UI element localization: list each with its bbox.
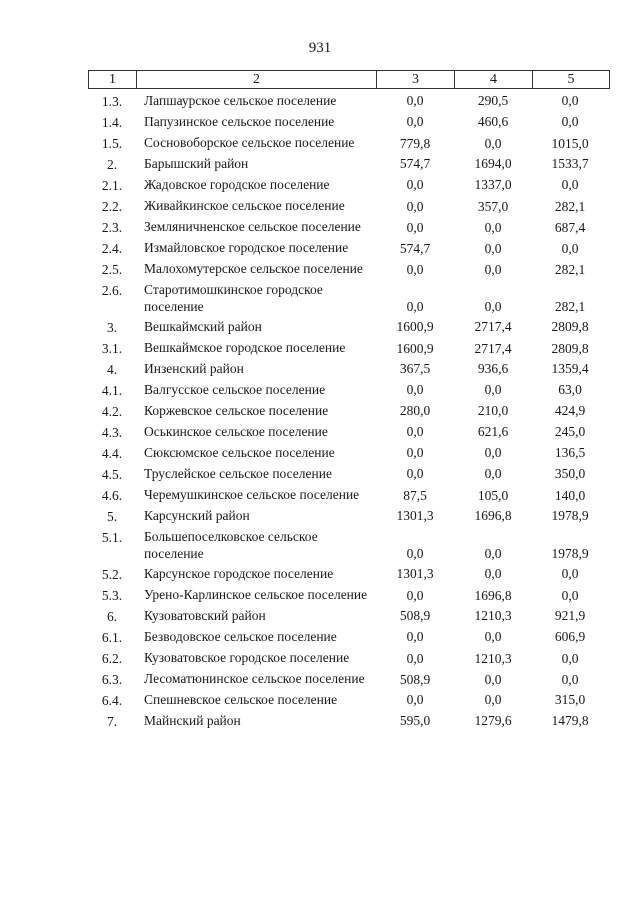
table-row [88,260,610,278]
table-row [88,649,610,667]
value-col-3: 508,9 [399,608,431,623]
value-col-4: 936,6 [477,361,509,376]
value-col-5: 1359,4 [551,361,589,376]
value-col-5: 315,0 [554,692,586,707]
table-row [88,528,610,562]
table-row [88,691,610,709]
table-row [88,565,610,583]
row-name: Спешневское сельское поселение [144,692,338,707]
row-number: 3.1. [101,341,123,356]
value-col-5: 1533,7 [551,156,589,171]
value-col-3: 0,0 [406,445,424,460]
value-col-5: 0,0 [561,241,579,256]
value-col-4: 0,0 [484,629,502,644]
value-col-4: 0,0 [484,220,502,235]
value-col-3: 1301,3 [396,566,434,581]
value-col-4: 1696,8 [474,588,512,603]
table-row [88,628,610,646]
value-col-5: 424,9 [554,403,586,418]
value-col-3: 0,0 [406,588,424,603]
value-col-4: 0,0 [484,445,502,460]
row-name: Черемушкинское сельское поселение [144,487,360,502]
value-col-3: 87,5 [403,488,427,503]
value-col-5: 606,9 [554,629,586,644]
table-row [88,444,610,462]
row-name: Папузинское сельское поселение [144,114,335,129]
row-number: 2.6. [101,283,123,298]
row-number: 1.5. [101,136,123,151]
row-number: 1.3. [101,94,123,109]
row-number: 2.2. [101,199,123,214]
value-col-3: 0,0 [406,262,424,277]
value-col-5: 282,1 [554,199,586,214]
row-number: 4.4. [101,446,123,461]
value-col-5: 136,5 [554,445,586,460]
value-col-3: 595,0 [399,713,431,728]
row-name: Лесоматюнинское сельское поселение [144,671,365,686]
value-col-4: 210,0 [477,403,509,418]
table-row [88,712,610,730]
table-row [88,360,610,378]
row-name: Жадовское городское поселение [144,177,330,192]
value-col-5: 687,4 [554,220,586,235]
table-row [88,339,610,357]
header-col-2: 2 [137,71,377,88]
row-number: 4.5. [101,467,123,482]
row-number: 1.4. [101,115,123,130]
table-row [88,239,610,257]
value-col-4: 105,0 [477,488,509,503]
value-col-5: 282,1 [554,299,586,314]
value-col-3: 367,5 [399,361,431,376]
value-col-3: 1301,3 [396,508,434,523]
value-col-4: 0,0 [484,692,502,707]
value-col-3: 0,0 [406,199,424,214]
row-name: Малохомутерское сельское поселение [144,261,363,276]
value-col-4: 1337,0 [474,177,512,192]
row-number: 4.6. [101,488,123,503]
table-row [88,423,610,441]
table-row [88,134,610,152]
row-name: Валгусское сельское поселение [144,382,326,397]
value-col-5: 245,0 [554,424,586,439]
row-number: 4.1. [101,383,123,398]
table-row [88,197,610,215]
row-name: Майнский район [144,713,241,728]
row-number: 6. [106,609,118,624]
value-col-3: 1600,9 [396,319,434,334]
row-number: 4.2. [101,404,123,419]
table-row [88,402,610,420]
value-col-3: 508,9 [399,672,431,687]
row-number: 2.1. [101,178,123,193]
row-name: Карсунское городское поселение [144,566,334,581]
value-col-5: 0,0 [561,672,579,687]
row-number: 2.3. [101,220,123,235]
row-number: 4. [106,362,118,377]
value-col-5: 0,0 [561,177,579,192]
row-number: 6.1. [101,630,123,645]
row-name: Земляничненское сельское поселение [144,219,361,234]
value-col-3: 0,0 [406,114,424,129]
value-col-5: 0,0 [561,114,579,129]
value-col-4: 0,0 [484,566,502,581]
value-col-5: 1479,8 [551,713,589,728]
row-name: Оськинское сельское поселение [144,424,328,439]
row-number: 3. [106,320,118,335]
value-col-4: 1279,6 [474,713,512,728]
value-col-4: 1210,3 [474,608,512,623]
table-row [88,607,610,625]
value-col-5: 0,0 [561,588,579,603]
row-name: Коржевское сельское поселение [144,403,329,418]
row-number: 2. [106,157,118,172]
value-col-4: 1694,0 [474,156,512,171]
value-col-3: 0,0 [406,220,424,235]
page-number: 931 [308,40,332,56]
table-body [88,92,610,733]
table-row [88,381,610,399]
value-col-3: 0,0 [406,629,424,644]
value-col-5: 1978,9 [551,546,589,561]
row-number: 6.2. [101,651,123,666]
table-row [88,281,610,315]
value-col-3: 0,0 [406,651,424,666]
row-name: Инзенский район [144,361,244,376]
header-col-1: 1 [89,71,137,88]
value-col-5: 921,9 [554,608,586,623]
value-col-3: 1600,9 [396,341,434,356]
value-col-4: 0,0 [484,466,502,481]
value-col-5: 2809,8 [551,341,589,356]
row-name: Вешкаймский район [144,319,262,334]
value-col-4: 0,0 [484,136,502,151]
row-number: 4.3. [101,425,123,440]
header-col-3: 3 [377,71,455,88]
table-row [88,155,610,173]
row-name: Старотимошкинское городское поселение [144,282,323,314]
row-name: Сосновоборское сельское поселение [144,135,355,150]
table-row [88,670,610,688]
row-name: Лапшаурское сельское поселение [144,93,337,108]
row-name: Карсунский район [144,508,250,523]
row-name: Измайловское городское поселение [144,240,349,255]
row-number: 7. [106,714,118,729]
row-name: Барышский район [144,156,249,171]
value-col-4: 2717,4 [474,341,512,356]
value-col-3: 0,0 [406,692,424,707]
value-col-3: 0,0 [406,466,424,481]
value-col-5: 140,0 [554,488,586,503]
value-col-4: 1210,3 [474,651,512,666]
table-row [88,218,610,236]
header-col-4: 4 [455,71,533,88]
value-col-5: 0,0 [561,566,579,581]
value-col-4: 0,0 [484,299,502,314]
value-col-4: 0,0 [484,672,502,687]
table-row [88,176,610,194]
value-col-4: 1696,8 [474,508,512,523]
table-row [88,586,610,604]
value-col-5: 1015,0 [551,136,589,151]
value-col-4: 0,0 [484,382,502,397]
row-name: Вешкаймское городское поселение [144,340,346,355]
row-number: 2.4. [101,241,123,256]
value-col-5: 2809,8 [551,319,589,334]
value-col-5: 282,1 [554,262,586,277]
value-col-4: 0,0 [484,241,502,256]
value-col-4: 621,6 [477,424,509,439]
row-name: Урено-Карлинское сельское поселение [144,587,368,602]
value-col-4: 0,0 [484,262,502,277]
value-col-5: 350,0 [554,466,586,481]
row-number: 5.3. [101,588,123,603]
table-row [88,92,610,110]
row-name: Кузоватовский район [144,608,266,623]
value-col-3: 0,0 [406,177,424,192]
row-name: Большепоселковское сельское поселение [144,529,318,561]
row-number: 5. [106,509,118,524]
value-col-3: 0,0 [406,424,424,439]
value-col-3: 0,0 [406,546,424,561]
row-name: Безводовское сельское поселение [144,629,337,644]
row-number: 5.1. [101,530,123,545]
header-col-5: 5 [567,72,575,87]
row-number: 5.2. [101,567,123,582]
row-name: Кузоватовское городское поселение [144,650,350,665]
row-name: Труслейское сельское поселение [144,466,332,481]
value-col-5: 63,0 [558,382,582,397]
table-header [88,70,610,89]
value-col-4: 357,0 [477,199,509,214]
value-col-3: 0,0 [406,93,424,108]
value-col-5: 0,0 [561,651,579,666]
row-number: 6.4. [101,693,123,708]
table-row [88,318,610,336]
row-number: 6.3. [101,672,123,687]
value-col-3: 280,0 [399,403,431,418]
row-number: 2.5. [101,262,123,277]
table-row [88,486,610,504]
row-name: Сюксюмское сельское поселение [144,445,335,460]
value-col-3: 0,0 [406,299,424,314]
value-col-4: 290,5 [477,93,509,108]
value-col-5: 0,0 [561,93,579,108]
value-col-4: 460,6 [477,114,509,129]
value-col-5: 1978,9 [551,508,589,523]
value-col-3: 779,8 [399,136,431,151]
table-row [88,465,610,483]
value-col-3: 574,7 [399,241,431,256]
row-name: Живайкинское сельское поселение [144,198,345,213]
value-col-3: 574,7 [399,156,431,171]
value-col-4: 0,0 [484,546,502,561]
value-col-4: 2717,4 [474,319,512,334]
table-row [88,113,610,131]
table-row [88,507,610,525]
value-col-3: 0,0 [406,382,424,397]
